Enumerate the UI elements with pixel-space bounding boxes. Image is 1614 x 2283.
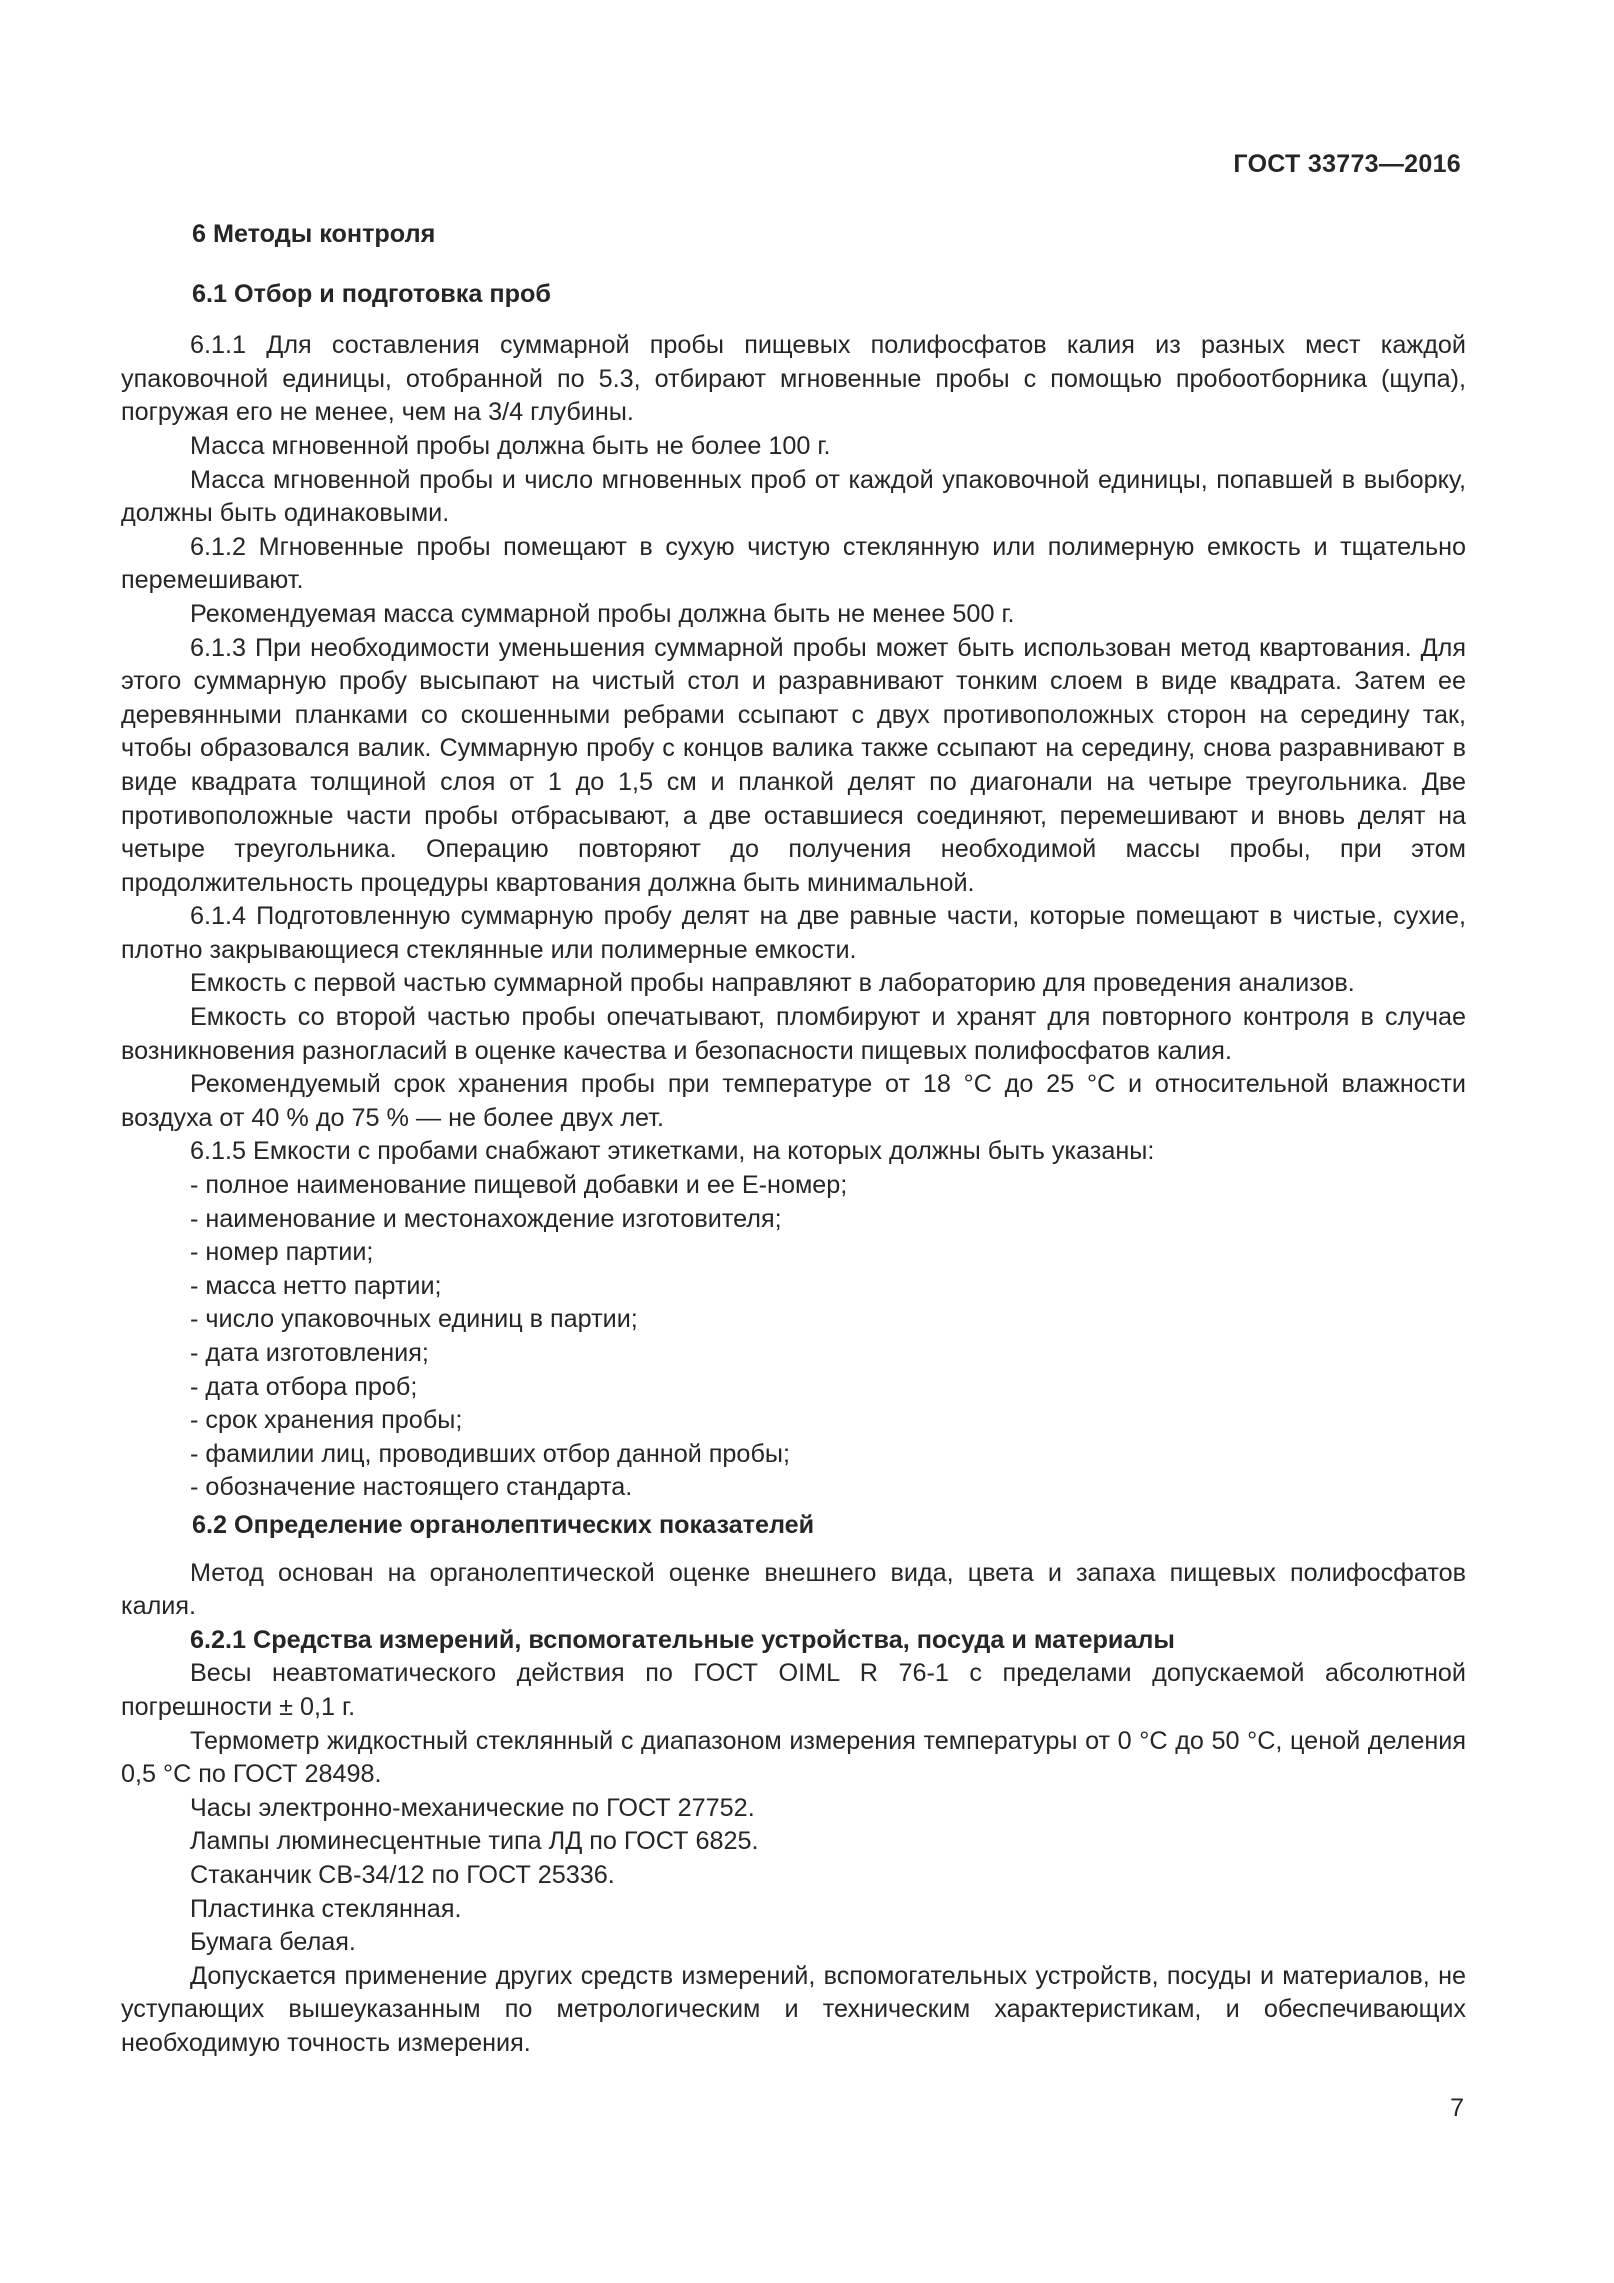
document-body <box>121 218 1466 2060</box>
paragraph: Бумага белая. <box>190 1928 356 1957</box>
page-number: 7 <box>1450 2094 1464 2122</box>
paragraph-6-1-3: 6.1.3 При необходимости уменьшения суммарной пробы может быть использован метод квартования. Для этого суммарную пробу высыпают на чистый стол и разравнивают тонким слоем в виде квадрата. Затем ее деревянными планками со скошенными ребрами ссыпают с двух противоположных сторон на середину так, чтобы образовался валик. Суммарную пробу с концов валика также ссыпают на середину, снова разравнивают в виде квадрата толщиной слоя от 1 до 1,5 см и планкой делят по диагонали на четыре треугольника. Две противоположные части пробы отбрасывают, а две оставшиеся соединяют, перемешивают и вновь делят на четыре треугольника. Операцию повторяют до получения необходимой массы пробы, при этом продолжительность процедуры квартования должна быть минимальной. <box>121 633 1466 897</box>
label-requirements-list <box>121 1169 1466 1505</box>
list-item: - срок хранения пробы; <box>190 1404 1466 1438</box>
paragraph: Емкость с первой частью суммарной пробы направляют в лабораторию для проведения анализов. <box>190 969 1355 998</box>
paragraph-6-1-4: 6.1.4 Подготовленную суммарную пробу делят на две равные части, которые помещают в чистые, сухие, плотно закрывающиеся стеклянные или полимерные емкости. <box>121 902 1466 964</box>
paragraph: Емкость со второй частью пробы опечатывают, пломбируют и хранят для повторного контроля в случае возникновения разногласий в оценке качества и безопасности пищевых полифосфатов калия. <box>121 1003 1466 1065</box>
section-6-1-heading: 6.1 Отбор и подготовка проб <box>192 279 551 308</box>
list-item: - полное наименование пищевой добавки и ее Е-номер; <box>190 1169 1466 1203</box>
paragraph: Рекомендуемый срок хранения пробы при температуре от 18 °С до 25 °С и относительной влажности воздуха от 40 % до 75 % — не более двух лет. <box>121 1070 1466 1132</box>
paragraph: Допускается применение других средств измерений, вспомогательных устройств, посуды и материалов, не уступающих вышеуказанным по метрологическим и техническим характеристикам, и обеспечивающих необходимую точность измерения. <box>121 1961 1466 2057</box>
list-item: - дата отбора проб; <box>190 1371 1466 1405</box>
paragraph-6-1-1: 6.1.1 Для составления суммарной пробы пищевых полифосфатов калия из разных мест каждой упаковочной единицы, отобранной по 5.3, отбирают мгновенные пробы с помощью пробоотборника (щупа), погружая его не менее, чем на 3/4 глубины. <box>121 331 1466 427</box>
section-6-2-1-heading: 6.2.1 Средства измерений, вспомогательные устройства, посуда и материалы <box>190 1625 1175 1654</box>
paragraph: Стаканчик СВ-34/12 по ГОСТ 25336. <box>190 1860 615 1889</box>
paragraph: Лампы люминесцентные типа ЛД по ГОСТ 6825. <box>190 1827 759 1856</box>
paragraph: Весы неавтоматического действия по ГОСТ OIML R 76-1 с пределами допускаемой абсолютной погрешности ± 0,1 г. <box>121 1659 1466 1721</box>
section-6-2-heading: 6.2 Определение органолептических показателей <box>192 1510 815 1539</box>
paragraph: Пластинка стеклянная. <box>190 1894 462 1923</box>
paragraph: Масса мгновенной пробы должна быть не более 100 г. <box>190 431 831 460</box>
paragraph-6-1-5: 6.1.5 Емкости с пробами снабжают этикетками, на которых должны быть указаны: <box>190 1137 1155 1166</box>
list-item: - масса нетто партии; <box>190 1270 1466 1304</box>
paragraph: Масса мгновенной пробы и число мгновенных проб от каждой упаковочной единицы, попавшей в выборку, должны быть одинаковыми. <box>121 465 1466 528</box>
paragraph-6-1-2: 6.1.2 Мгновенные пробы помещают в сухую чистую стеклянную или полимерную емкость и тщательно перемешивают. <box>121 532 1466 595</box>
paragraph: Часы электронно-механические по ГОСТ 27752. <box>190 1793 755 1822</box>
list-item: - номер партии; <box>190 1236 1466 1270</box>
document-code: ГОСТ 33773—2016 <box>1233 150 1461 178</box>
paragraph: Метод основан на органолептической оценке внешнего вида, цвета и запаха пищевых полифосфатов калия. <box>121 1558 1466 1621</box>
list-item: - наименование и местонахождение изготовителя; <box>190 1203 1466 1237</box>
list-item: - фамилии лиц, проводивших отбор данной пробы; <box>190 1438 1466 1472</box>
paragraph: Рекомендуемая масса суммарной пробы должна быть не менее 500 г. <box>190 599 1015 628</box>
list-item: - обозначение настоящего стандарта. <box>190 1471 1466 1505</box>
list-item: - число упаковочных единиц в партии; <box>190 1303 1466 1337</box>
list-item: - дата изготовления; <box>190 1337 1466 1371</box>
section-6-heading: 6 Методы контроля <box>192 220 436 248</box>
paragraph: Термометр жидкостный стеклянный с диапазоном измерения температуры от 0 °С до 50 °С, ценой деления 0,5 °С по ГОСТ 28498. <box>121 1726 1466 1789</box>
